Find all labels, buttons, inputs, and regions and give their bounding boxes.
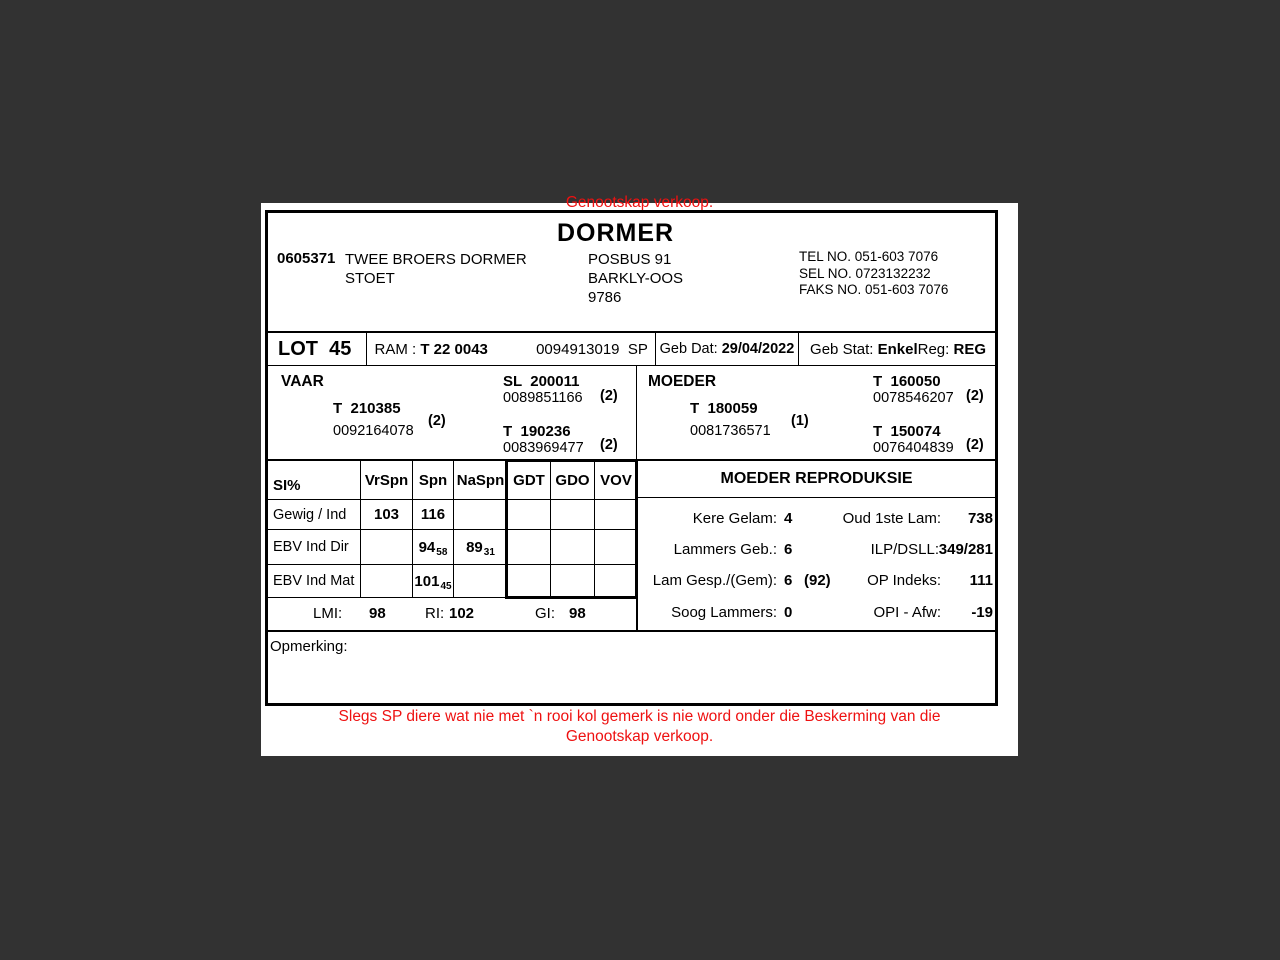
soog-lammers-label: Soog Lammers: — [671, 604, 777, 621]
cell-ebv-dir-gdo — [551, 530, 595, 565]
cell-ebv-mat-vrspn — [361, 565, 413, 598]
dam-pedigree — [637, 366, 995, 459]
sire-granddam-id: T 190236 — [503, 423, 571, 440]
card-header — [268, 213, 995, 333]
ram-id-value: T 22 0043 — [420, 340, 488, 358]
dam-granddam-reg-no: 0076404839 — [873, 440, 954, 456]
col-header-si: SI% — [268, 461, 361, 500]
dam-heading: MOEDER — [648, 373, 717, 390]
ram-reg-no: 0094913019 — [536, 340, 620, 358]
oud-1ste-lam-value: 738 — [967, 510, 993, 527]
ram-registration — [536, 341, 648, 358]
opi-afw-value: -19 — [971, 604, 993, 621]
address-line3: 9786 — [588, 289, 622, 306]
birth-status-label: Geb Stat: — [810, 340, 874, 358]
cell-gewig-gdt — [508, 500, 551, 530]
ram-id — [374, 341, 487, 358]
sel-line: SEL NO. 0723132232 — [799, 265, 931, 281]
gi-label: GI: — [535, 605, 556, 622]
notice-line2: Genootskap verkoop. — [565, 728, 714, 745]
opi-afw-label: OPI - Afw: — [873, 604, 941, 621]
sire-reg-no: 0092164078 — [333, 423, 414, 439]
kere-gelam-label: Kere Gelam: — [692, 510, 777, 527]
index-footer-row — [268, 598, 637, 630]
postal-address — [588, 250, 683, 307]
sire-pedigree — [268, 366, 637, 459]
reg-label: Reg: — [917, 340, 950, 358]
ebv-mat-spn-value: 101 — [414, 572, 440, 590]
index-table — [268, 461, 637, 598]
row-label-ebv-ind-mat: EBV Ind Mat — [268, 565, 361, 598]
ram-label: RAM : — [374, 340, 417, 358]
dam-id: T 180059 — [690, 400, 758, 417]
notice-line1: Slegs SP diere wat nie met `n rooi kol gemerk is nie word onder die Beskerming van die — [338, 708, 941, 725]
sire-flock: (2) — [428, 413, 446, 429]
lam-gesp-value: 6 — [784, 572, 793, 589]
birth-status — [810, 341, 918, 358]
birth-date-cell — [656, 333, 799, 365]
sire-heading: VAAR — [281, 373, 324, 390]
lot-card — [265, 210, 998, 706]
cell-ebv-dir-gdt — [508, 530, 551, 565]
cell-ebv-dir-spn — [413, 530, 454, 565]
row-label-ebv-ind-dir: EBV Ind Dir — [268, 530, 361, 565]
cell-gewig-vrspn: 103 — [361, 500, 413, 530]
cell-gewig-vov — [595, 500, 637, 530]
sire-id: T 210385 — [333, 400, 401, 417]
ri-value: 102 — [449, 605, 475, 622]
sire-granddam-flock: (2) — [600, 437, 618, 453]
cell-ebv-mat-gdo — [551, 565, 595, 598]
cell-ebv-mat-vov — [595, 565, 637, 598]
lot-row — [268, 333, 995, 366]
row-label-gewig-ind: Gewig / Ind — [268, 500, 361, 530]
ebv-dir-naspn-accuracy: 31 — [483, 546, 495, 558]
ilp-dsll-label: ILP/DSLL: — [870, 541, 939, 558]
ram-identity-cell — [367, 333, 655, 365]
birth-status-cell — [799, 333, 995, 365]
cell-ebv-mat-naspn — [454, 565, 508, 598]
birth-date-value: 29/04/2022 — [721, 341, 795, 357]
registration-status — [918, 341, 986, 358]
ram-type-code: SP — [627, 340, 648, 358]
cell-ebv-dir-vrspn — [361, 530, 413, 565]
top-protection-notice: Genootskap verkoop. — [565, 194, 714, 211]
sire-granddam-reg-no: 0083969477 — [503, 440, 584, 456]
soog-lammers-value: 0 — [784, 604, 793, 621]
catalog-page — [261, 194, 1018, 756]
col-header-vov: VOV — [595, 461, 637, 500]
dam-flock: (1) — [791, 413, 809, 429]
cell-gewig-spn: 116 — [413, 500, 454, 530]
lmi-value: 98 — [369, 605, 386, 622]
performance-section — [268, 461, 995, 630]
dam-granddam-flock: (2) — [966, 437, 984, 453]
breeder-number: 0605371 — [277, 250, 336, 267]
dam-grandsire-flock: (2) — [966, 388, 984, 404]
lammers-geb-value: 6 — [784, 541, 793, 558]
op-indeks-value: 111 — [969, 572, 993, 589]
lot-number: LOT 45 — [268, 333, 367, 365]
stud-name-line1: TWEE BROERS DORMER — [345, 251, 527, 268]
remarks-box — [268, 630, 995, 703]
col-header-gdo: GDO — [551, 461, 595, 500]
reg-value: REG — [953, 340, 986, 358]
cell-ebv-dir-vov — [595, 530, 637, 565]
stud-name — [345, 250, 527, 288]
breed-title: DORMER — [556, 219, 675, 247]
gi-value: 98 — [569, 605, 586, 622]
col-header-naspn: NaSpn — [454, 461, 508, 500]
ebv-mat-spn-accuracy: 45 — [440, 580, 452, 592]
dam-reproduction-box — [637, 461, 995, 630]
cell-gewig-gdo — [551, 500, 595, 530]
faks-line: FAKS NO. 051-603 7076 — [799, 282, 949, 297]
stud-name-line2: STOET — [345, 270, 395, 287]
birth-date — [660, 341, 795, 357]
lmi-label: LMI: — [313, 605, 343, 622]
sire-grandsire-flock: (2) — [600, 388, 618, 404]
col-header-vrspn: VrSpn — [361, 461, 413, 500]
dam-reg-no: 0081736571 — [690, 423, 771, 439]
op-indeks-label: OP Indeks: — [867, 572, 941, 589]
cell-ebv-dir-naspn — [454, 530, 508, 565]
dam-grandsire-reg-no: 0078546207 — [873, 390, 954, 406]
bottom-protection-notice — [261, 707, 1018, 747]
cell-ebv-mat-gdt — [508, 565, 551, 598]
birth-status-value: Enkel — [877, 340, 918, 358]
cell-ebv-mat-spn — [413, 565, 454, 598]
tel-line: TEL NO. 051-603 7076 — [799, 249, 939, 264]
col-header-gdt: GDT — [508, 461, 551, 500]
lam-gesp-average: (92) — [804, 572, 831, 589]
ebv-dir-spn-accuracy: 58 — [436, 546, 448, 558]
cell-gewig-naspn — [454, 500, 508, 530]
dam-granddam-id: T 150074 — [873, 423, 941, 440]
oud-1ste-lam-label: Oud 1ste Lam: — [842, 510, 941, 527]
dam-grandsire-id: T 160050 — [873, 373, 941, 390]
ebv-dir-naspn-value: 89 — [466, 538, 483, 556]
ilp-dsll-value: 349/281 — [938, 541, 993, 558]
remarks-label: Opmerking: — [270, 638, 348, 655]
ebv-dir-spn-value: 94 — [418, 538, 436, 556]
pedigree-section — [268, 366, 995, 461]
lam-gesp-label: Lam Gesp./(Gem): — [652, 572, 777, 589]
reproduction-title: MOEDER REPRODUKSIE — [638, 461, 995, 498]
lammers-geb-label: Lammers Geb.: — [673, 541, 777, 558]
address-line2: BARKLY-OOS — [588, 270, 684, 287]
address-line1: POSBUS 91 — [588, 251, 672, 268]
sire-grandsire-reg-no: 0089851166 — [503, 390, 583, 406]
kere-gelam-value: 4 — [784, 510, 793, 527]
birth-date-label: Geb Dat: — [659, 341, 718, 357]
col-header-spn: Spn — [413, 461, 454, 500]
contact-numbers — [799, 249, 948, 299]
sire-grandsire-id: SL 200011 — [503, 373, 580, 390]
ri-label: RI: — [425, 605, 445, 622]
